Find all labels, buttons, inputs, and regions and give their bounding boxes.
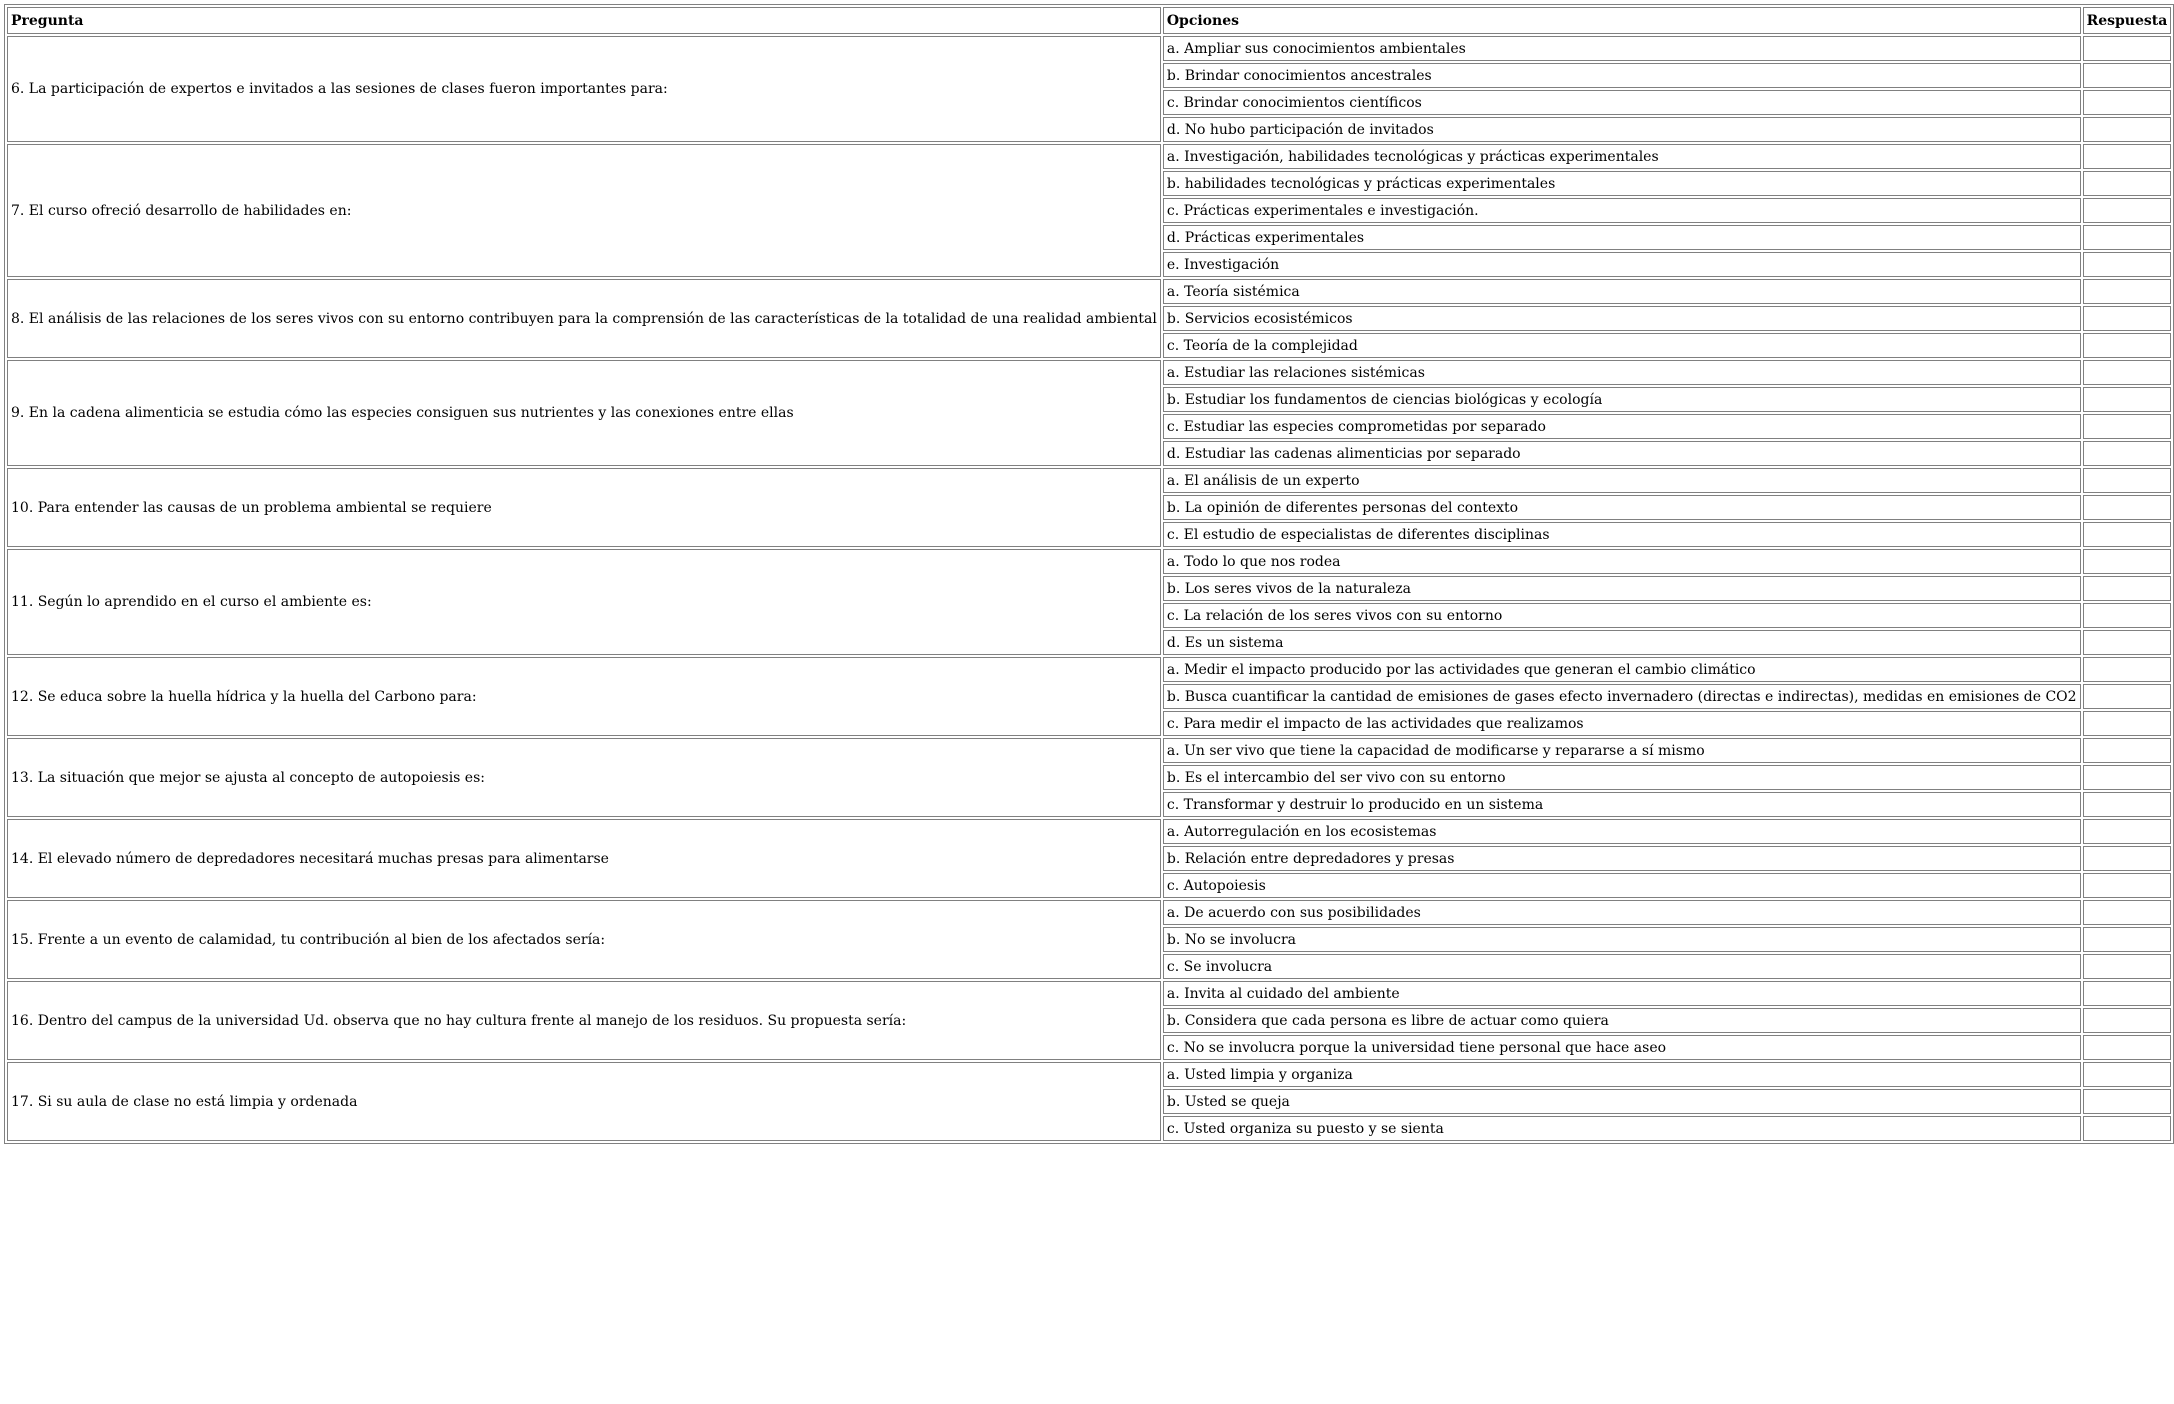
answer-cell[interactable] xyxy=(2083,171,2172,196)
answer-cell[interactable] xyxy=(2083,306,2172,331)
answer-cell[interactable] xyxy=(2083,630,2172,655)
answer-cell[interactable] xyxy=(2083,711,2172,736)
question-text: 16. Dentro del campus de la universidad Ud. observa que no hay cultura frente al manejo de los residuos. Su propuesta sería: xyxy=(7,981,1161,1060)
answer-cell[interactable] xyxy=(2083,468,2172,493)
option-text: e. Investigación xyxy=(1163,252,2081,277)
answer-cell[interactable] xyxy=(2083,198,2172,223)
option-text: c. Teoría de la complejidad xyxy=(1163,333,2081,358)
answer-cell[interactable] xyxy=(2083,1089,2172,1114)
answer-cell[interactable] xyxy=(2083,1008,2172,1033)
option-text: b. habilidades tecnológicas y prácticas experimentales xyxy=(1163,171,2081,196)
option-text: a. Invita al cuidado del ambiente xyxy=(1163,981,2081,1006)
option-row xyxy=(7,1062,2171,1087)
option-text: a. Usted limpia y organiza xyxy=(1163,1062,2081,1087)
question-text: 14. El elevado número de depredadores necesitará muchas presas para alimentarse xyxy=(7,819,1161,898)
answer-cell[interactable] xyxy=(2083,414,2172,439)
answer-cell[interactable] xyxy=(2083,117,2172,142)
option-row xyxy=(7,981,2171,1006)
question-text: 12. Se educa sobre la huella hídrica y la huella del Carbono para: xyxy=(7,657,1161,736)
answer-cell[interactable] xyxy=(2083,1035,2172,1060)
answer-cell[interactable] xyxy=(2083,873,2172,898)
option-text: a. De acuerdo con sus posibilidades xyxy=(1163,900,2081,925)
option-text: d. Estudiar las cadenas alimenticias por separado xyxy=(1163,441,2081,466)
answer-cell[interactable] xyxy=(2083,549,2172,574)
survey-table xyxy=(4,4,2174,1144)
answer-cell[interactable] xyxy=(2083,981,2172,1006)
option-row xyxy=(7,549,2171,574)
option-row xyxy=(7,144,2171,169)
option-row xyxy=(7,468,2171,493)
answer-cell[interactable] xyxy=(2083,387,2172,412)
answer-cell[interactable] xyxy=(2083,252,2172,277)
answer-cell[interactable] xyxy=(2083,954,2172,979)
option-text: c. Autopoiesis xyxy=(1163,873,2081,898)
option-text: d. Prácticas experimentales xyxy=(1163,225,2081,250)
answer-cell[interactable] xyxy=(2083,1116,2172,1141)
option-text: a. Teoría sistémica xyxy=(1163,279,2081,304)
answer-cell[interactable] xyxy=(2083,441,2172,466)
option-text: c. Transformar y destruir lo producido en un sistema xyxy=(1163,792,2081,817)
option-text: a. Autorregulación en los ecosistemas xyxy=(1163,819,2081,844)
answer-cell[interactable] xyxy=(2083,63,2172,88)
answer-cell[interactable] xyxy=(2083,900,2172,925)
option-text: b. La opinión de diferentes personas del contexto xyxy=(1163,495,2081,520)
answer-cell[interactable] xyxy=(2083,819,2172,844)
option-text: c. Usted organiza su puesto y se sienta xyxy=(1163,1116,2081,1141)
option-text: b. Usted se queja xyxy=(1163,1089,2081,1114)
option-text: b. Brindar conocimientos ancestrales xyxy=(1163,63,2081,88)
answer-cell[interactable] xyxy=(2083,684,2172,709)
option-text: b. Estudiar los fundamentos de ciencias biológicas y ecología xyxy=(1163,387,2081,412)
option-row xyxy=(7,819,2171,844)
answer-cell[interactable] xyxy=(2083,144,2172,169)
option-row xyxy=(7,360,2171,385)
header-answer: Respuesta xyxy=(2083,7,2172,34)
option-text: a. Todo lo que nos rodea xyxy=(1163,549,2081,574)
option-row xyxy=(7,738,2171,763)
header-options: Opciones xyxy=(1163,7,2081,34)
question-text: 10. Para entender las causas de un problema ambiental se requiere xyxy=(7,468,1161,547)
answer-cell[interactable] xyxy=(2083,495,2172,520)
option-text: b. Relación entre depredadores y presas xyxy=(1163,846,2081,871)
option-text: c. La relación de los seres vivos con su entorno xyxy=(1163,603,2081,628)
survey-body xyxy=(7,36,2171,1141)
answer-cell[interactable] xyxy=(2083,36,2172,61)
answer-cell[interactable] xyxy=(2083,846,2172,871)
answer-cell[interactable] xyxy=(2083,522,2172,547)
answer-cell[interactable] xyxy=(2083,792,2172,817)
header-row xyxy=(7,7,2171,34)
answer-cell[interactable] xyxy=(2083,225,2172,250)
answer-cell[interactable] xyxy=(2083,927,2172,952)
option-row xyxy=(7,900,2171,925)
answer-cell[interactable] xyxy=(2083,576,2172,601)
option-text: d. Es un sistema xyxy=(1163,630,2081,655)
option-text: a. El análisis de un experto xyxy=(1163,468,2081,493)
option-text: c. El estudio de especialistas de diferentes disciplinas xyxy=(1163,522,2081,547)
option-text: a. Ampliar sus conocimientos ambientales xyxy=(1163,36,2081,61)
option-text: c. Prácticas experimentales e investigación. xyxy=(1163,198,2081,223)
option-text: b. Busca cuantificar la cantidad de emisiones de gases efecto invernadero (directas e indirectas), medidas en emisiones de CO2 xyxy=(1163,684,2081,709)
option-text: c. No se involucra porque la universidad tiene personal que hace aseo xyxy=(1163,1035,2081,1060)
question-text: 17. Si su aula de clase no está limpia y ordenada xyxy=(7,1062,1161,1141)
option-text: c. Se involucra xyxy=(1163,954,2081,979)
answer-cell[interactable] xyxy=(2083,1062,2172,1087)
option-text: c. Para medir el impacto de las actividades que realizamos xyxy=(1163,711,2081,736)
option-row xyxy=(7,36,2171,61)
option-row xyxy=(7,657,2171,682)
answer-cell[interactable] xyxy=(2083,360,2172,385)
answer-cell[interactable] xyxy=(2083,738,2172,763)
answer-cell[interactable] xyxy=(2083,279,2172,304)
option-row xyxy=(7,279,2171,304)
answer-cell[interactable] xyxy=(2083,90,2172,115)
question-text: 8. El análisis de las relaciones de los seres vivos con su entorno contribuyen para la comprensión de las características de la totalidad de una realidad ambiental xyxy=(7,279,1161,358)
option-text: b. Servicios ecosistémicos xyxy=(1163,306,2081,331)
question-text: 15. Frente a un evento de calamidad, tu contribución al bien de los afectados sería: xyxy=(7,900,1161,979)
answer-cell[interactable] xyxy=(2083,603,2172,628)
answer-cell[interactable] xyxy=(2083,657,2172,682)
question-text: 13. La situación que mejor se ajusta al concepto de autopoiesis es: xyxy=(7,738,1161,817)
option-text: b. Los seres vivos de la naturaleza xyxy=(1163,576,2081,601)
question-text: 6. La participación de expertos e invitados a las sesiones de clases fueron importantes para: xyxy=(7,36,1161,142)
option-text: c. Brindar conocimientos científicos xyxy=(1163,90,2081,115)
option-text: c. Estudiar las especies comprometidas por separado xyxy=(1163,414,2081,439)
question-text: 9. En la cadena alimenticia se estudia cómo las especies consiguen sus nutrientes y las conexiones entre ellas xyxy=(7,360,1161,466)
option-text: a. Un ser vivo que tiene la capacidad de modificarse y repararse a sí mismo xyxy=(1163,738,2081,763)
option-text: b. Es el intercambio del ser vivo con su entorno xyxy=(1163,765,2081,790)
header-question: Pregunta xyxy=(7,7,1161,34)
option-text: b. Considera que cada persona es libre de actuar como quiera xyxy=(1163,1008,2081,1033)
answer-cell[interactable] xyxy=(2083,333,2172,358)
question-text: 11. Según lo aprendido en el curso el ambiente es: xyxy=(7,549,1161,655)
answer-cell[interactable] xyxy=(2083,765,2172,790)
option-text: a. Estudiar las relaciones sistémicas xyxy=(1163,360,2081,385)
option-text: b. No se involucra xyxy=(1163,927,2081,952)
question-text: 7. El curso ofreció desarrollo de habilidades en: xyxy=(7,144,1161,277)
option-text: a. Investigación, habilidades tecnológicas y prácticas experimentales xyxy=(1163,144,2081,169)
option-text: a. Medir el impacto producido por las actividades que generan el cambio climático xyxy=(1163,657,2081,682)
option-text: d. No hubo participación de invitados xyxy=(1163,117,2081,142)
